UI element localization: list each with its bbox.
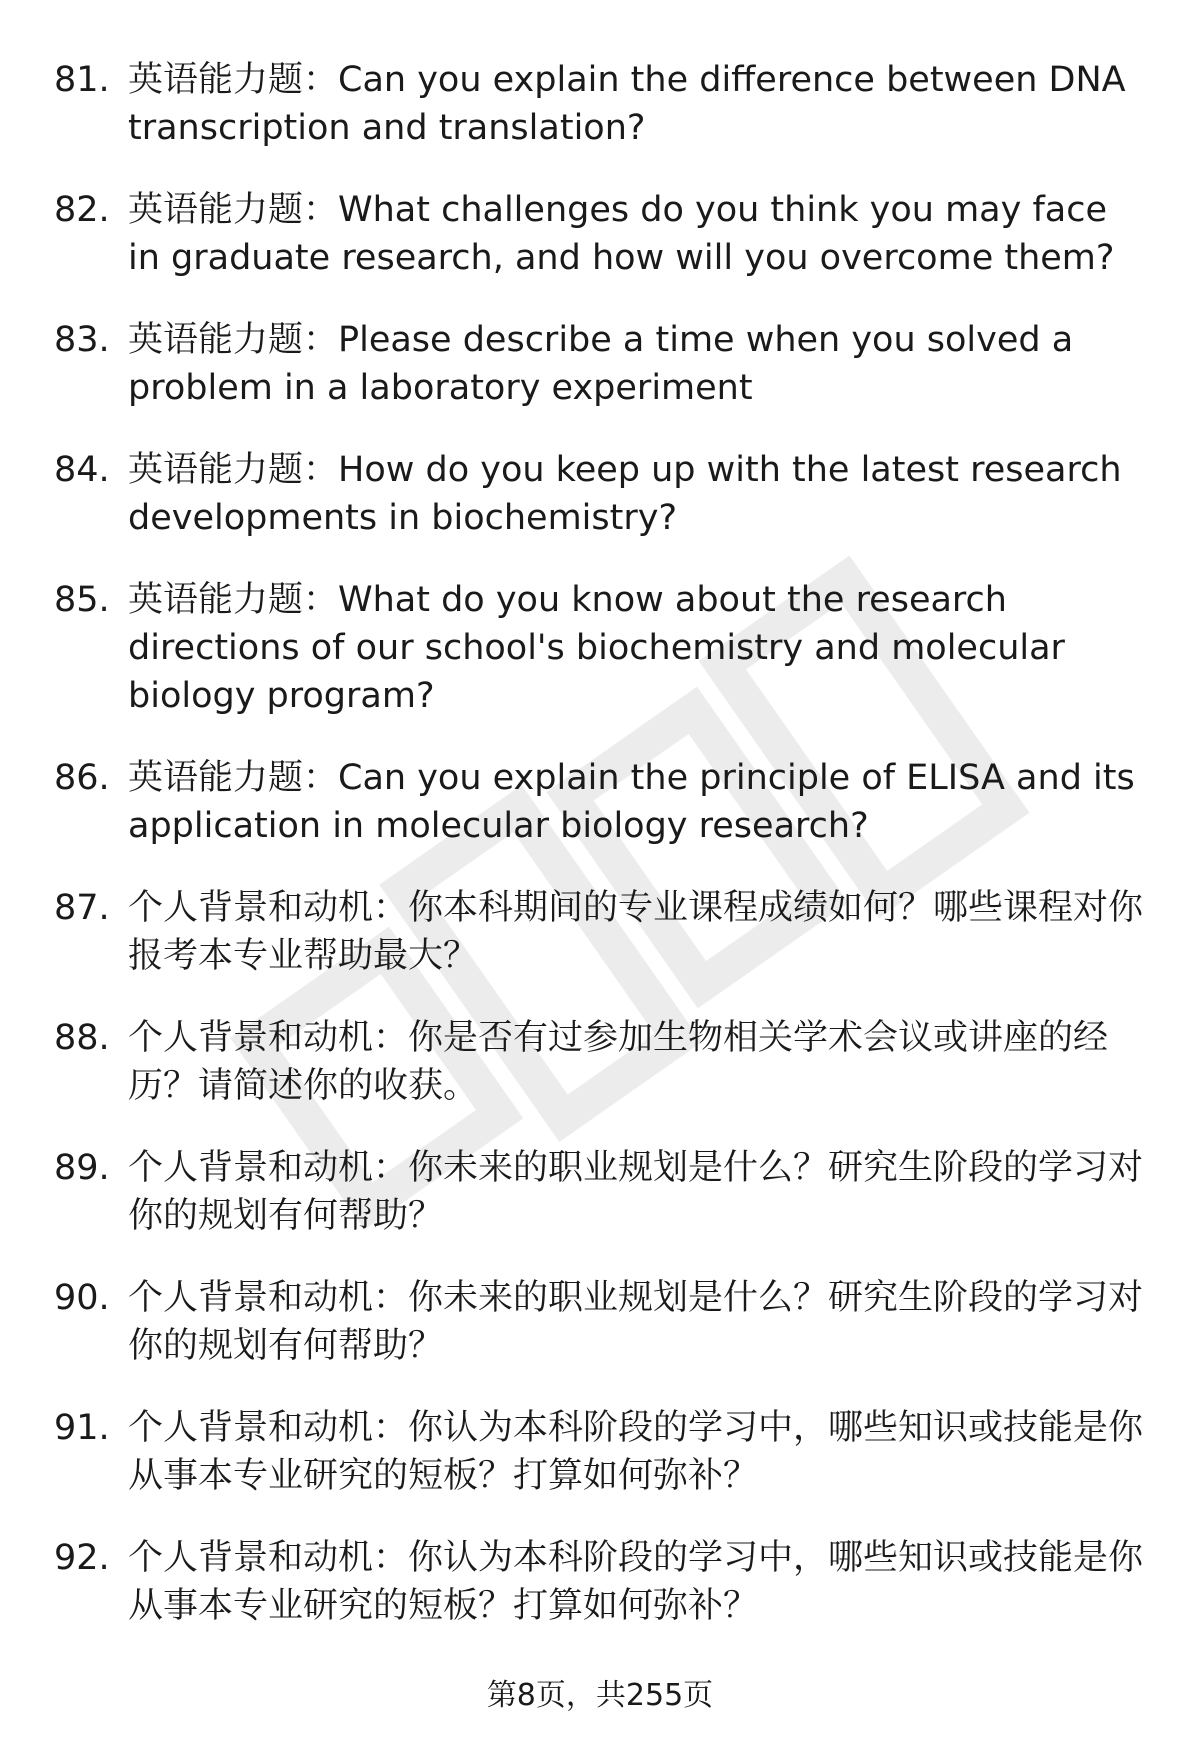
- question-number: 84.: [54, 450, 110, 490]
- question-item: [54, 754, 1164, 850]
- question-number: 87.: [54, 888, 110, 928]
- question-text: 个人背景和动机：你认为本科阶段的学习中，哪些知识或技能是你从事本专业研究的短板？打算如何弥补？: [128, 1538, 1144, 1626]
- question-text: 个人背景和动机：你本科期间的专业课程成绩如何？哪些课程对你报考本专业帮助最大？: [128, 888, 1144, 976]
- question-list: [54, 56, 1164, 1664]
- question-number: 88.: [54, 1018, 110, 1058]
- question-text: 个人背景和动机：你未来的职业规划是什么？研究生阶段的学习对你的规划有何帮助？: [128, 1148, 1144, 1236]
- question-item: [54, 1274, 1164, 1370]
- question-number: 81.: [54, 60, 110, 100]
- question-item: [54, 56, 1164, 152]
- question-text: 英语能力题：Please describe a time when you solved a problem in a laboratory experiment: [128, 320, 1074, 408]
- question-text: 个人背景和动机：你是否有过参加生物相关学术会议或讲座的经历？请简述你的收获。: [128, 1018, 1109, 1106]
- question-item: [54, 186, 1164, 282]
- question-text: 英语能力题：Can you explain the difference between DNA transcription and translation?: [128, 60, 1126, 148]
- question-item: [54, 884, 1164, 980]
- page-number-footer: 第8页，共255页: [486, 1678, 714, 1713]
- question-text: 个人背景和动机：你未来的职业规划是什么？研究生阶段的学习对你的规划有何帮助？: [128, 1278, 1144, 1366]
- question-item: [54, 1404, 1164, 1500]
- question-text: 英语能力题：How do you keep up with the latest research developments in biochemistry?: [128, 450, 1122, 538]
- question-number: 91.: [54, 1408, 110, 1448]
- question-text: 个人背景和动机：你认为本科阶段的学习中，哪些知识或技能是你从事本专业研究的短板？打算如何弥补？: [128, 1408, 1144, 1496]
- question-number: 82.: [54, 190, 110, 230]
- question-number: 86.: [54, 758, 110, 798]
- question-text: 英语能力题：Can you explain the principle of ELISA and its application in molecular biology research?: [128, 758, 1135, 846]
- question-number: 89.: [54, 1148, 110, 1188]
- question-item: [54, 446, 1164, 542]
- question-item: [54, 316, 1164, 412]
- question-number: 92.: [54, 1538, 110, 1578]
- question-item: [54, 1014, 1164, 1110]
- question-text: 英语能力题：What challenges do you think you may face in graduate research, and how will you overcome them?: [128, 190, 1115, 278]
- question-item: [54, 1534, 1164, 1630]
- question-item: [54, 576, 1164, 720]
- question-text: 英语能力题：What do you know about the research directions of our school's biochemistry and molecular biology program?: [128, 580, 1065, 716]
- question-number: 83.: [54, 320, 110, 360]
- question-number: 90.: [54, 1278, 110, 1318]
- question-item: [54, 1144, 1164, 1240]
- question-number: 85.: [54, 580, 110, 620]
